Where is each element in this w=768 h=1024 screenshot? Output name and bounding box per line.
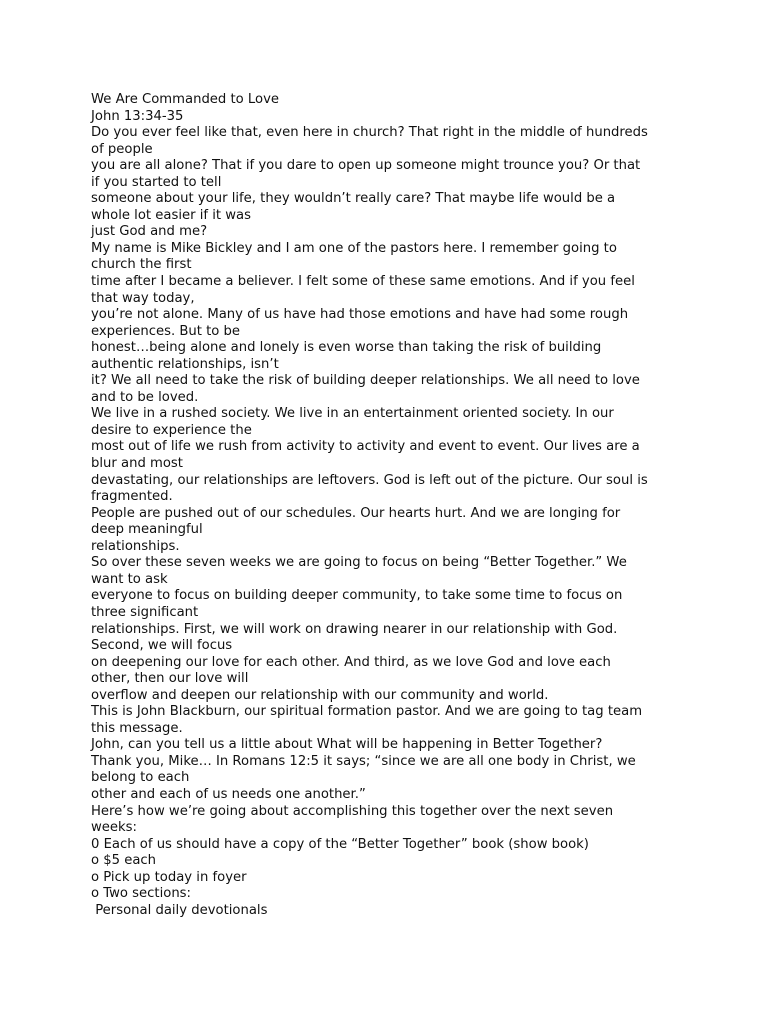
text-line: it? We all need to take the risk of building deeper relationships. We all need to love xyxy=(91,373,640,389)
list-item: 0 Each of us should have a copy of the “Better Together” book (show book) xyxy=(91,836,589,852)
text-line: People are pushed out of our schedules. Our hearts hurt. And we are longing for xyxy=(91,505,621,521)
text-line: other and each of us needs one another.” xyxy=(91,786,366,802)
text-line: most out of life we rush from activity to activity and event to event. Our lives are a xyxy=(91,439,640,455)
text-line: you’re not alone. Many of us have had those emotions and have had some rough xyxy=(91,307,629,323)
list-item: o Pick up today in foyer xyxy=(91,869,247,885)
text-line: Here’s how we’re going about accomplishing this together over the next seven xyxy=(91,803,614,819)
text-line: whole lot easier if it was xyxy=(91,207,251,223)
list-item: o Two sections: xyxy=(91,886,191,902)
text-line: that way today, xyxy=(91,290,195,306)
text-line: devastating, our relationships are leftovers. God is left out of the picture. Our soul is xyxy=(91,472,648,488)
text-line: This is John Blackburn, our spiritual formation pastor. And we are going to tag team xyxy=(91,704,643,720)
document-page xyxy=(91,92,691,919)
scripture-reference: John 13:34-35 xyxy=(91,108,184,124)
text-line: blur and most xyxy=(91,456,183,472)
text-line: overflow and deepen our relationship with our community and world. xyxy=(91,687,549,703)
text-line: everyone to focus on building deeper community, to take some time to focus on xyxy=(91,588,623,604)
text-line: So over these seven weeks we are going to focus on being “Better Together.” We xyxy=(91,555,627,571)
list-item: Personal daily devotionals xyxy=(91,902,268,918)
text-line: this message. xyxy=(91,720,183,736)
text-line: time after I became a believer. I felt some of these same emotions. And if you feel xyxy=(91,274,635,290)
text-line: We live in a rushed society. We live in an entertainment oriented society. In our xyxy=(91,406,614,422)
text-line: relationships. xyxy=(91,538,180,554)
text-line: want to ask xyxy=(91,571,168,587)
text-line: someone about your life, they wouldn’t really care? That maybe life would be a xyxy=(91,191,616,207)
text-line: just God and me? xyxy=(91,224,208,240)
text-line: three significant xyxy=(91,604,199,620)
text-line: and to be loved. xyxy=(91,389,199,405)
text-line: relationships. First, we will work on drawing nearer in our relationship with God. xyxy=(91,621,618,637)
list-item: o $5 each xyxy=(91,853,157,869)
text-line: fragmented. xyxy=(91,489,173,505)
text-line: experiences. But to be xyxy=(91,323,241,339)
text-line: you are all alone? That if you dare to open up someone might trounce you? Or that xyxy=(91,158,641,174)
text-line: other, then our love will xyxy=(91,671,249,687)
document-title: We Are Commanded to Love xyxy=(91,92,280,107)
text-line: honest…being alone and lonely is even worse than taking the risk of building xyxy=(91,340,602,356)
text-line: desire to experience the xyxy=(91,422,252,438)
text-line: on deepening our love for each other. And third, as we love God and love each xyxy=(91,654,611,670)
text-line: authentic relationships, isn’t xyxy=(91,356,279,372)
text-line: church the first xyxy=(91,257,192,273)
text-line: My name is Mike Bickley and I am one of the pastors here. I remember going to xyxy=(91,240,617,256)
text-line: Second, we will focus xyxy=(91,638,233,654)
text-line: deep meaningful xyxy=(91,522,203,538)
text-line: weeks: xyxy=(91,820,137,836)
text-line: belong to each xyxy=(91,770,190,786)
text-line: of people xyxy=(91,141,153,157)
text-line: if you started to tell xyxy=(91,174,222,190)
text-line: Thank you, Mike… In Romans 12:5 it says; “since we are all one body in Christ, we xyxy=(91,753,636,769)
text-line: John, can you tell us a little about What will be happening in Better Together? xyxy=(91,737,603,753)
text-line: Do you ever feel like that, even here in church? That right in the middle of hundreds xyxy=(91,125,648,141)
